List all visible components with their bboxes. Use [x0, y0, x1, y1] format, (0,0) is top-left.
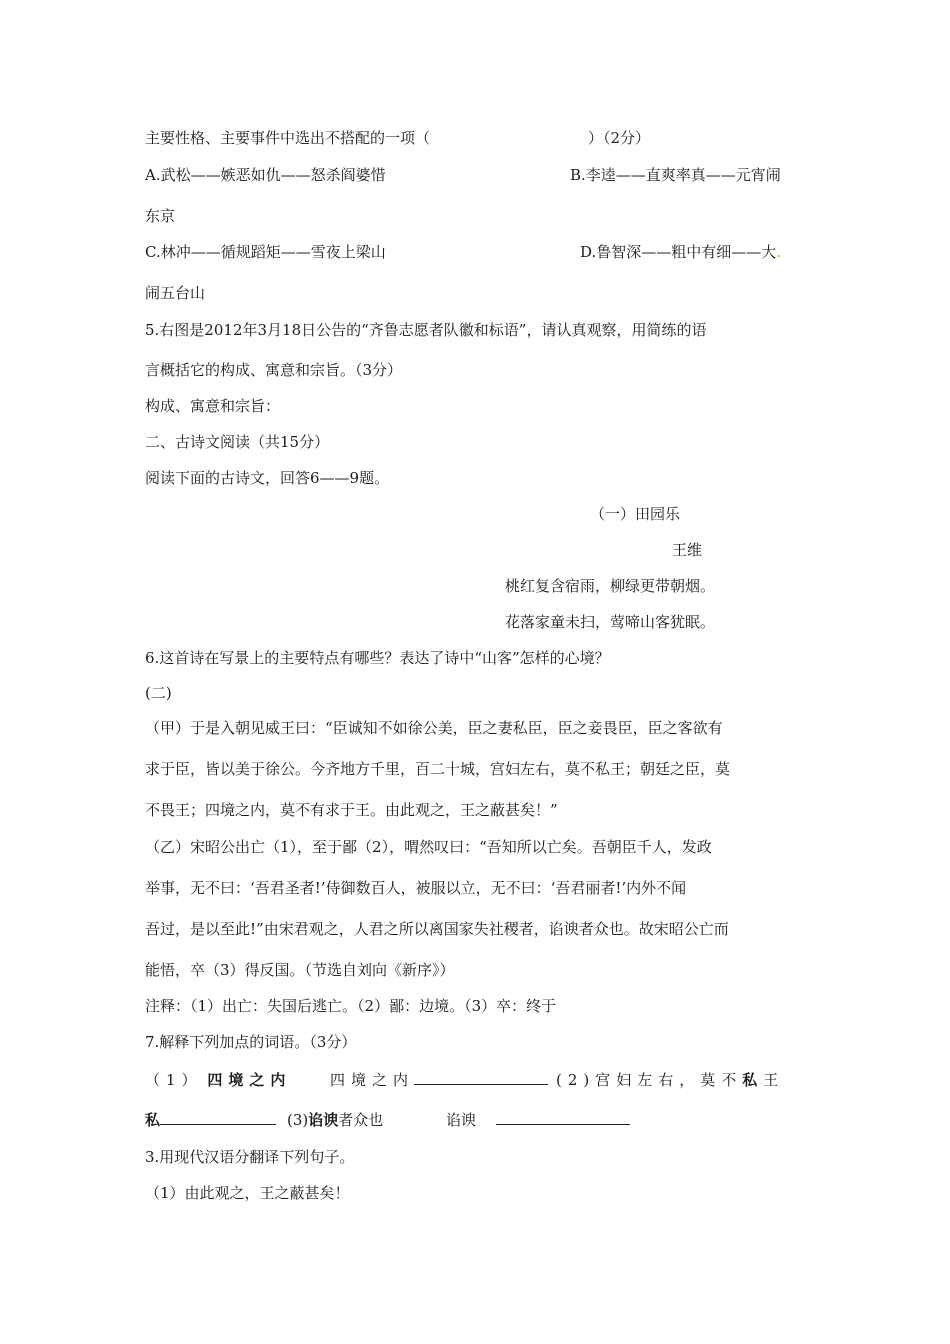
q4-option-c: C.林冲——循规蹈矩——雪夜上梁山: [145, 243, 386, 261]
q7-item2: [556, 1070, 784, 1090]
poem-author: 王维: [672, 541, 703, 559]
q7-item2-number: (2): [556, 1071, 596, 1089]
q4-option-b: B.李逵——直爽率真——元宵闹: [570, 166, 781, 184]
q7-item3-emphasis: 谄谀: [308, 1111, 339, 1129]
q8-stem: 3.用现代汉语分翻译下列句子。: [145, 1148, 355, 1166]
q7-item1: [145, 1070, 291, 1090]
q7-item3-blank[interactable]: [496, 1110, 630, 1130]
q5-line1: 5.右图是2012年3月18日公告的“齐鲁志愿者队徽和标语”，请认真观察，用简练的语: [145, 321, 707, 339]
q7-item1-blank[interactable]: [414, 1070, 548, 1090]
prose-yi-line3: 吾过，是以至此!”由宋君观之，人君之所以离国家失社稷者，谄谀者众也。故宋昭公亡而: [145, 920, 729, 938]
q4-option-b-cont: 东京: [145, 207, 176, 225]
q7-item3-word: 谄谀: [446, 1111, 477, 1129]
prose-heading: (二): [145, 684, 172, 702]
q7-item2-blank[interactable]: [160, 1110, 276, 1125]
q7-item2-word: 私: [145, 1111, 161, 1129]
q4-option-d-cont: 闹五台山: [145, 284, 206, 302]
prose-jia-line1: （甲）于是入朝见威王曰：“臣诚知不如徐公美，臣之妻私臣，臣之妾畏臣，臣之客欲有: [145, 719, 723, 737]
q7-item2-phrase-end: 王: [763, 1071, 785, 1089]
q7-item2-emphasis: 私: [742, 1071, 764, 1089]
q5-answer-label: 构成、寓意和宗旨：: [145, 397, 281, 415]
prose-notes: 注释：（1）出亡：失国后逃亡。（2）鄙：边境。（3）卒：终于: [145, 997, 557, 1015]
poem-line1: 桃红复含宿雨，柳绿更带朝烟。: [505, 577, 716, 595]
prose-yi-line4: 能悟，卒（3）得反国。（节选自刘向《新序》）: [145, 961, 455, 979]
prose-yi-line1: （乙）宋昭公出亡（1），至于鄙（2），喟然叹曰：“吾知所以亡矣。吾朝臣千人，发政: [145, 838, 712, 856]
q4-option-d-text: D.鲁智深——粗中有细——大: [580, 243, 777, 261]
q6-text: 6.这首诗在写景上的主要特点有哪些？表达了诗中“山客”怎样的心境？: [145, 649, 610, 667]
q7-item2-answer: [145, 1110, 276, 1130]
q7-item3-phrase-end: 者众也: [338, 1111, 384, 1129]
q4-stem-text: 主要性格、主要事件中选出不搭配的一项（: [145, 129, 431, 147]
emphasis-dot: .: [776, 243, 782, 261]
q4-stem: [145, 128, 430, 148]
q7-stem: 7.解释下列加点的词语。（3分）: [145, 1033, 357, 1051]
q4-stem-end: ）（2分）: [588, 129, 651, 147]
q7-item1-word: 四境之内: [330, 1071, 415, 1089]
q7-item1-phrase: 四境之内: [207, 1071, 292, 1089]
q7-item2-phrase: 宫妇左右，莫不: [595, 1071, 743, 1089]
poem-title: （一）田园乐: [590, 505, 681, 523]
poem-line2: 花落家童未扫，莺啼山客犹眠。: [505, 613, 716, 631]
q7-item3: [287, 1110, 383, 1130]
q4-option-a: A.武松——嫉恶如仇——怒杀阎婆惜: [145, 166, 386, 184]
prose-jia-line2: 求于臣，皆以美于徐公。今齐地方千里，百二十城，宫妇左右，莫不私王；朝廷之臣，莫: [145, 760, 731, 778]
section2-heading: 二、古诗文阅读（共15分）: [145, 433, 330, 451]
q4-option-d: [580, 242, 781, 262]
q5-line2: 言概括它的构成、寓意和宗旨。（3分）: [145, 361, 403, 379]
q7-item1-number: （1）: [145, 1071, 203, 1089]
section2-instruction: 阅读下面的古诗文，回答6——9题。: [145, 469, 390, 487]
q8-item1: （1）由此观之，王之蔽甚矣！: [145, 1184, 350, 1202]
prose-yi-line2: 举事，无不曰：‘吾君圣者!’侍御数百人，被服以立，无不曰：‘吾君丽者!’内外不闻: [145, 879, 687, 897]
prose-jia-line3: 不畏王；四境之内，莫不有求于王。由此观之，王之蔽甚矣！”: [145, 801, 558, 819]
q7-item3-number: (3): [287, 1111, 309, 1129]
